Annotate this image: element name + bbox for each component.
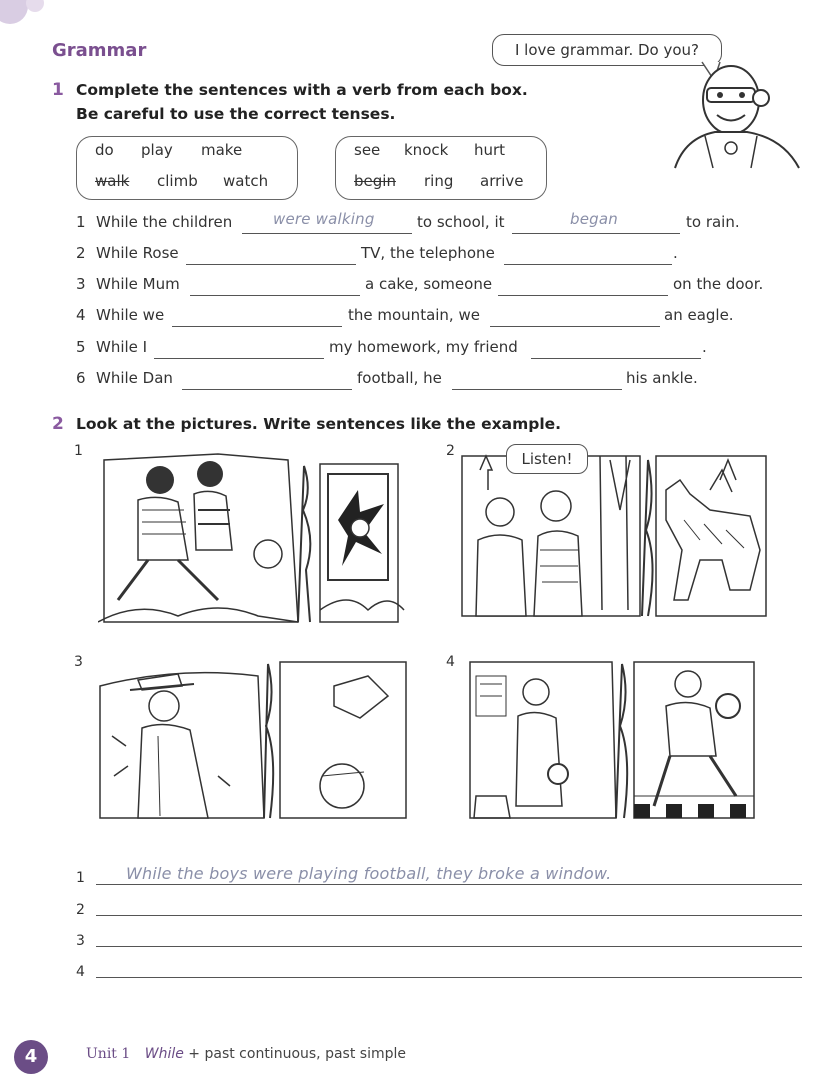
sentence-middle: the mountain, we [348, 306, 480, 324]
footer-text [86, 1046, 406, 1062]
sentence-start: While Dan [96, 369, 173, 387]
sentence-end: his ankle. [626, 369, 698, 387]
sentence-row [76, 369, 796, 391]
answer-blank-2[interactable] [531, 338, 701, 359]
sentence-start: While I [96, 338, 148, 356]
picture-2-speech-bubble [506, 444, 588, 474]
picture-number: 3 [74, 654, 83, 670]
superhero-illustration [665, 60, 810, 170]
sentence-number: 3 [76, 275, 86, 293]
sentence-number: 6 [76, 369, 86, 387]
picture-1-boys-football [98, 450, 406, 625]
picture-4-shop-thief [466, 656, 756, 821]
answer-blank-1[interactable] [182, 369, 352, 390]
section-title: Grammar [52, 40, 147, 61]
footer-unit: Unit 1 [86, 1046, 131, 1062]
sentence-row [76, 306, 796, 328]
sentence-start: While the children [96, 213, 233, 231]
answer-blank-2[interactable] [452, 369, 622, 390]
word-watch: watch [223, 172, 269, 190]
sentence-end: an eagle. [664, 306, 734, 324]
writing-line-number: 4 [76, 964, 85, 980]
writing-line-3[interactable] [96, 924, 802, 947]
sentence-row [76, 338, 796, 360]
picture-number: 2 [446, 443, 455, 459]
answer-text-1: were walking [273, 210, 375, 228]
writing-line-number: 1 [76, 870, 85, 886]
writing-line-number: 2 [76, 902, 85, 918]
word-see: see [354, 141, 381, 159]
picture-3-windy-hat [98, 656, 408, 821]
word-box-1 [76, 136, 298, 200]
answer-text-2: began [570, 210, 618, 228]
sentence-middle: my homework, my friend [329, 338, 518, 356]
sentence-row [76, 275, 796, 297]
corner-decoration-small [26, 0, 44, 12]
answer-blank-1[interactable] [154, 338, 324, 359]
word-hurt: hurt [474, 141, 506, 159]
sentence-middle: TV, the telephone [361, 244, 495, 262]
sentence-start: While we [96, 306, 165, 324]
sentence-end: . [673, 244, 678, 262]
word-box-2 [335, 136, 547, 200]
sentence-start: While Mum [96, 275, 180, 293]
word-make: make [201, 141, 243, 159]
picture-2-drawing [460, 450, 768, 618]
sentence-row [76, 210, 796, 235]
sentence-number: 4 [76, 306, 86, 324]
page-number: 4 [24, 1046, 38, 1067]
page-number-circle [14, 1040, 48, 1074]
sentence-middle: football, he [357, 369, 442, 387]
picture-2-listen-wolf [460, 450, 768, 618]
sentence-middle: to school, it [417, 213, 505, 231]
writing-line-number: 3 [76, 933, 85, 949]
writing-line-1-answer: While the boys were playing football, they broke a window. [126, 864, 612, 883]
exercise-1-number: 1 [52, 80, 64, 100]
sentence-end: . [702, 338, 707, 356]
picture-2-bubble-text: Listen! [521, 450, 573, 468]
word-begin-struck: begin [354, 172, 396, 190]
exercise-1-instruction-line1: Complete the sentences with a verb from each box. [76, 81, 528, 99]
answer-blank-2[interactable] [498, 275, 668, 296]
word-ring: ring [424, 172, 454, 190]
footer-topic-rest: + past continuous, past simple [188, 1046, 406, 1062]
picture-1-drawing [98, 450, 406, 625]
picture-3-drawing [98, 656, 408, 821]
word-walk-struck: walk [95, 172, 130, 190]
exercise-1-instruction-line2: Be careful to use the correct tenses. [76, 105, 396, 123]
sentence-end: to rain. [686, 213, 740, 231]
picture-number: 4 [446, 654, 455, 670]
sentence-start: While Rose [96, 244, 179, 262]
answer-blank-1[interactable] [190, 275, 360, 296]
answer-blank-2[interactable] [504, 244, 672, 265]
word-play: play [141, 141, 173, 159]
corner-decoration [0, 0, 28, 24]
sentence-number: 5 [76, 338, 86, 356]
picture-number: 1 [74, 443, 83, 459]
speech-bubble-text: I love grammar. Do you? [514, 41, 700, 59]
sentence-number: 1 [76, 213, 86, 231]
writing-line-4[interactable] [96, 955, 802, 978]
exercise-2-number: 2 [52, 414, 64, 434]
word-knock: knock [404, 141, 449, 159]
answer-blank-2[interactable] [490, 306, 660, 327]
sentence-row [76, 244, 796, 266]
answer-blank-1[interactable] [186, 244, 356, 265]
picture-4-drawing [466, 656, 756, 821]
sentence-middle: a cake, someone [365, 275, 493, 293]
word-climb: climb [157, 172, 198, 190]
sentence-number: 2 [76, 244, 86, 262]
sentence-end: on the door. [673, 275, 764, 293]
footer-topic-italic: While [144, 1046, 184, 1062]
writing-line-2[interactable] [96, 893, 802, 916]
word-do: do [95, 141, 114, 159]
exercise-2-instruction: Look at the pictures. Write sentences like the example. [76, 415, 562, 433]
answer-blank-1[interactable] [172, 306, 342, 327]
word-arrive: arrive [480, 172, 524, 190]
